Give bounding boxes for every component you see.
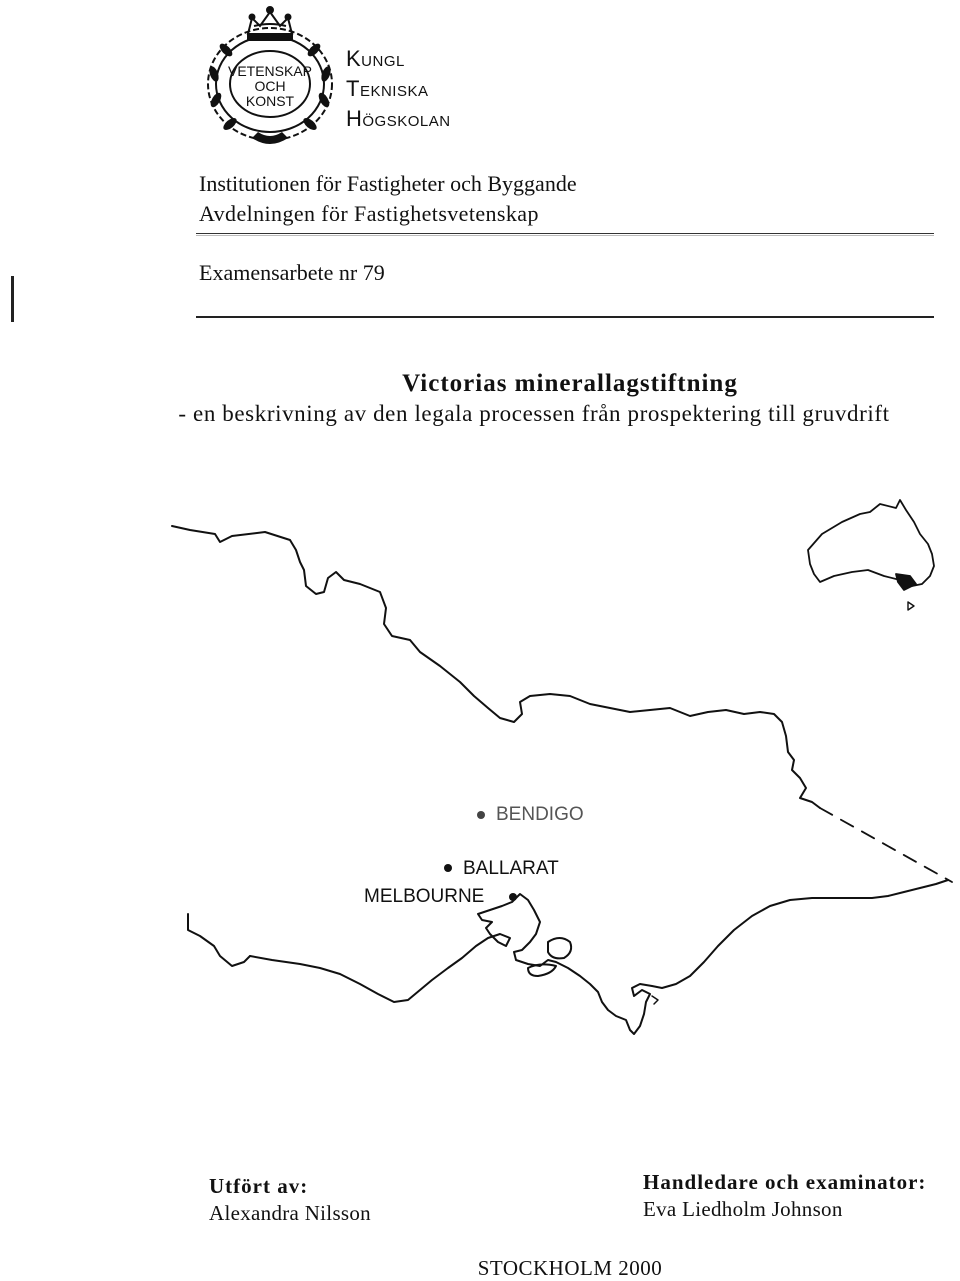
seal-text-line-2: OCH xyxy=(254,78,286,94)
university-name-line-1: Kungl xyxy=(346,46,405,71)
university-name-line-3: Högskolan xyxy=(346,106,451,131)
seal-text-line-1: VETENSKAP xyxy=(227,63,313,79)
place-and-year: STOCKHOLM 2000 xyxy=(477,1256,663,1280)
victoria-map xyxy=(0,490,960,1070)
kth-seal-logo xyxy=(196,4,344,152)
document-subtitle: - en beskrivning av den legala processen från prospektering till gruvdrift xyxy=(178,401,890,426)
australia-inset-map xyxy=(808,500,934,610)
scan-artifact xyxy=(11,276,14,322)
division-name: Avdelningen för Fastighetsvetenskap xyxy=(199,201,539,226)
melbourne-marker xyxy=(509,893,517,901)
ballarat-marker xyxy=(444,864,452,872)
supervisor-label: Handledare och examinator: xyxy=(643,1170,927,1194)
document-title: Victorias minerallagstiftning xyxy=(402,370,738,397)
author-label: Utfört av: xyxy=(209,1174,309,1198)
university-name-line-2: Tekniska xyxy=(346,76,429,101)
header-divider-shadow xyxy=(196,235,934,236)
ballarat-label: BALLARAT xyxy=(463,858,559,879)
western-border xyxy=(188,914,250,966)
french-island xyxy=(548,938,571,958)
murray-river-border xyxy=(172,526,820,808)
title-divider xyxy=(196,316,934,318)
thesis-number: Examensarbete nr 79 xyxy=(199,260,385,285)
bendigo-label: BENDIGO xyxy=(496,804,584,825)
supervisor-name: Eva Liedholm Johnson xyxy=(643,1197,843,1221)
institution-name: Institutionen för Fastigheter och Byggande xyxy=(199,171,577,196)
header-divider xyxy=(196,233,934,234)
phillip-island xyxy=(528,964,556,976)
melbourne-label: MELBOURNE xyxy=(364,886,485,907)
seal-text-line-3: KONST xyxy=(245,93,295,109)
victoria-highlight xyxy=(896,574,916,590)
bendigo-marker xyxy=(477,811,485,819)
nsw-dashed-border xyxy=(820,808,952,882)
small-island xyxy=(652,996,658,1004)
southern-coastline xyxy=(250,880,948,1034)
author-name: Alexandra Nilsson xyxy=(209,1201,371,1225)
